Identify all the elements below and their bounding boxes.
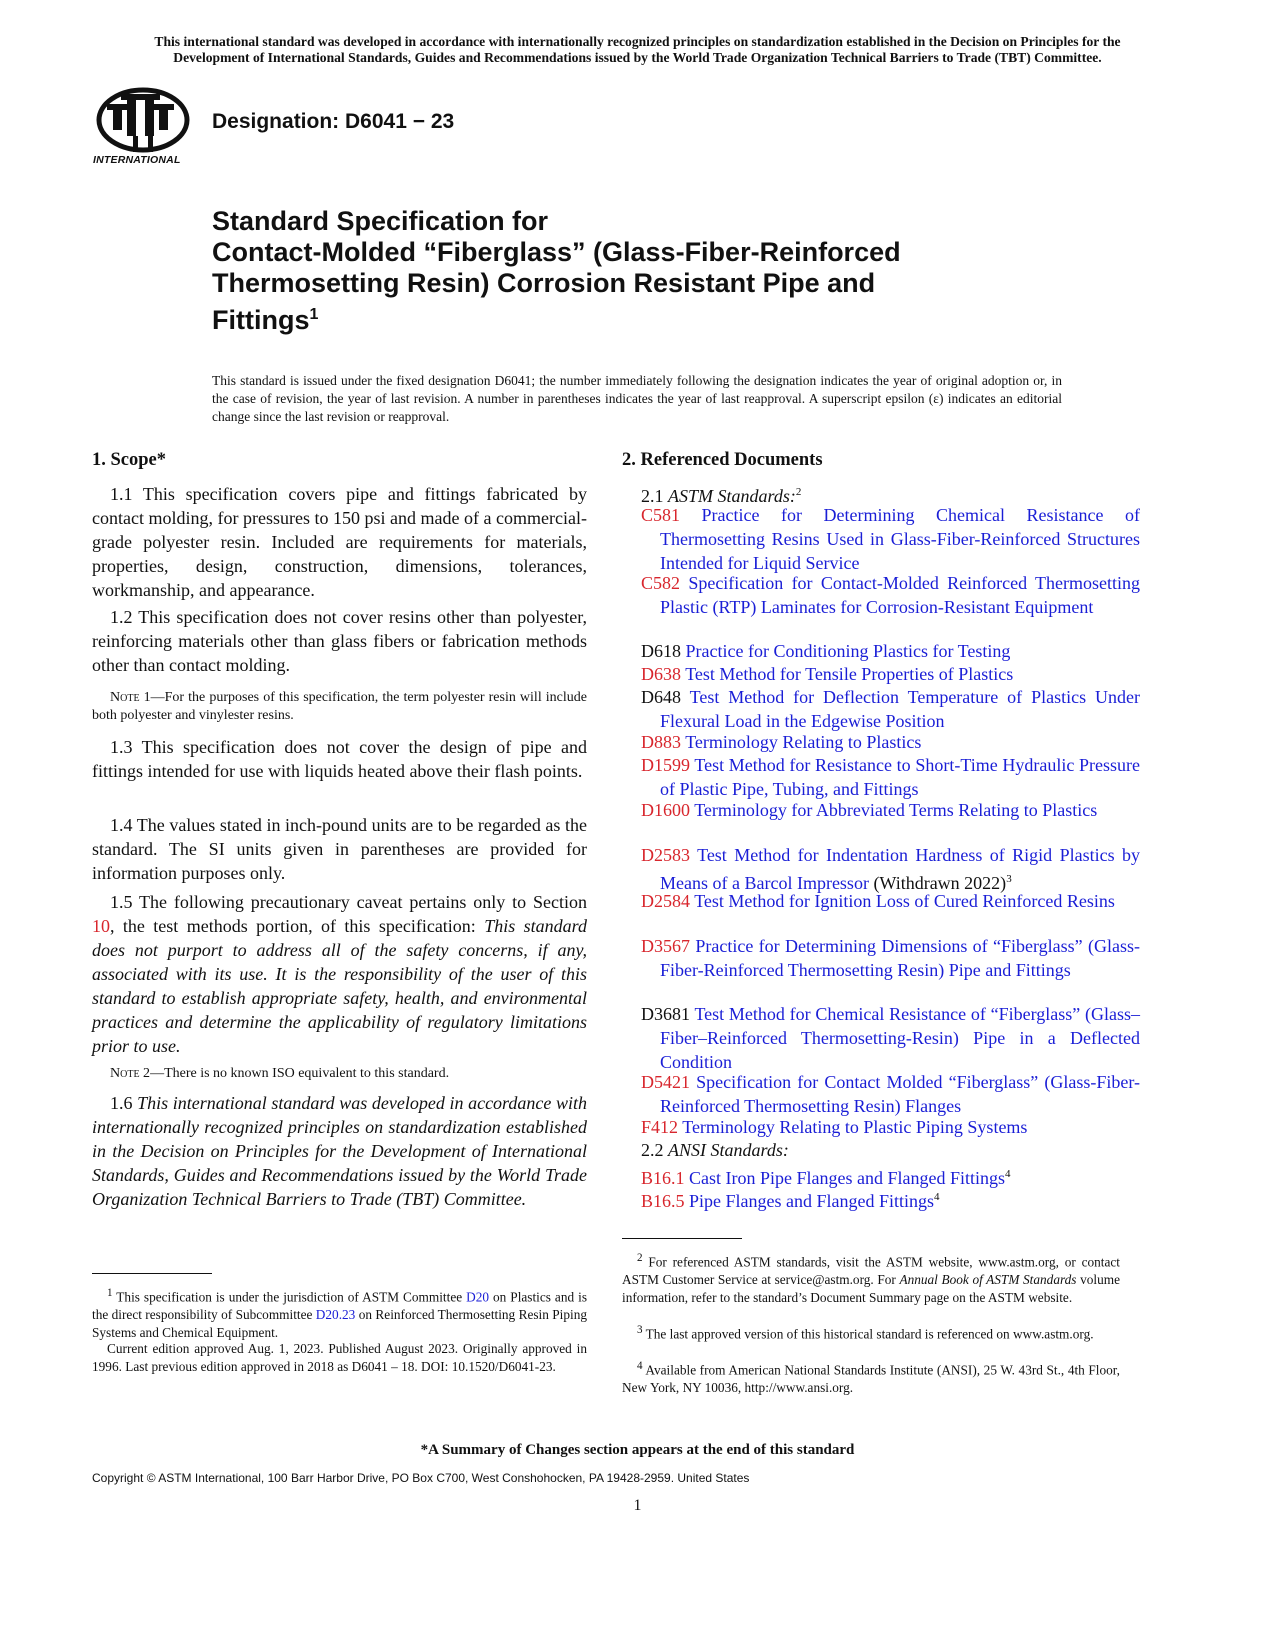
document-title xyxy=(212,206,1112,336)
reference-d2584[interactable] xyxy=(641,889,1140,913)
copyright: Copyright © ASTM International, 100 Barr Harbor Drive, PO Box C700, West Conshohocken, PA 19428-2959. United States xyxy=(92,1471,750,1485)
title-line-3: Thermosetting Resin) Corrosion Resistant Pipe and xyxy=(212,268,876,298)
reference-d883[interactable] xyxy=(641,730,1140,754)
ansi-standards-num: 2.2 xyxy=(641,1140,668,1160)
title-footnote-mark: 1 xyxy=(309,306,319,323)
paragraph-1-6 xyxy=(92,1091,587,1211)
astm-logo xyxy=(93,86,193,174)
footnote-2-italic: Annual Book of ASTM Standards xyxy=(899,1272,1077,1288)
reference-b16-5[interactable] xyxy=(641,1185,1140,1213)
reference-title[interactable]: Terminology for Abbreviated Terms Relating to Plastics xyxy=(694,800,1098,820)
reference-title[interactable]: Specification for Contact-Molded Reinforced Thermosetting Plastic (RTP) Laminates for Corrosion-Resistant Equipment xyxy=(660,573,1141,617)
reference-d5421[interactable] xyxy=(641,1070,1140,1118)
issue-note: This standard is issued under the fixed designation D6041; the number immediately following the designation indicates the year of original adoption or, in the case of revision, the year of last revision. A number in parentheses indicates the year of last reapproval. A superscript epsilon (ε) indicates an editorial change since the last revision or reapproval. xyxy=(212,373,1062,424)
footnote-1-text-c: on Reinforced Thermosetting Resin Piping Systems and Chemical Equipment. xyxy=(92,1307,588,1341)
reference-title[interactable]: Terminology Relating to Plastic Piping Systems xyxy=(682,1117,1028,1137)
title-line-1: Standard Specification for xyxy=(212,206,549,236)
reference-title[interactable]: Specification for Contact Molded “Fiberglass” (Glass-Fiber-Reinforced Thermosetting Resin) Flanges xyxy=(660,1072,1141,1116)
reference-code[interactable]: D3567 xyxy=(641,936,690,956)
reference-f412[interactable] xyxy=(641,1115,1140,1139)
footnote-2-text-a: For referenced ASTM standards, visit the ASTM website, www.astm.org, or contact ASTM Customer Service at service@astm.org. For xyxy=(622,1254,1120,1288)
note-1-text: —For the purposes of this specification, the term polyester resin will include both polyester and vinylester resins. xyxy=(92,690,588,723)
reference-d1599[interactable] xyxy=(641,753,1140,801)
reference-title[interactable]: Practice for Conditioning Plastics for Testing xyxy=(685,641,1011,661)
paragraph-1-6-num: 1.6 xyxy=(110,1093,138,1113)
astm-standards-num: 2.1 xyxy=(641,486,668,506)
astm-standards-fn: 2 xyxy=(795,486,802,498)
reference-title[interactable]: Test Method for Resistance to Short-Time Hydraulic Pressure of Plastic Pipe, Tubing, and Fittings xyxy=(660,755,1140,799)
reference-code[interactable]: C581 xyxy=(641,505,681,525)
notice-line-2: Development of International Standards, Guides and Recommendations issued by the World Trade Organization Technical Barriers to Trade (TBT) Committee. xyxy=(173,50,1102,65)
paragraph-1-1: 1.1 This specification covers pipe and fittings fabricated by contact molding, for pressures to 150 psi and made of a commercial-grade polyester resin. Included are requirements for materials, properties, design, construction, dimensions, tolerances, workmanship, and appearance. xyxy=(92,484,587,600)
reference-code: D3681 xyxy=(641,1004,690,1024)
reference-title[interactable]: Practice for Determining Dimensions of “Fiberglass” (Glass-Fiber-Reinforced Thermosetting Resin) Pipe and Fittings xyxy=(660,936,1141,980)
reference-code[interactable]: D883 xyxy=(641,732,681,752)
note-2-text: —There is no known ISO equivalent to this standard. xyxy=(150,1066,450,1081)
reference-d3567[interactable] xyxy=(641,934,1140,982)
reference-fn: 4 xyxy=(1005,1168,1011,1180)
footnote-1-text-b: on Plastics and is the direct responsibility of Subcommittee xyxy=(92,1289,587,1323)
reference-code[interactable]: B16.1 xyxy=(641,1168,685,1188)
reference-d638[interactable] xyxy=(641,662,1140,686)
reference-title[interactable]: Cast Iron Pipe Flanges and Flanged Fittings xyxy=(689,1168,1005,1188)
footnote-3 xyxy=(622,1321,1120,1343)
title-line-2: Contact-Molded “Fiberglass” (Glass-Fiber-Reinforced xyxy=(212,237,901,267)
reference-code[interactable]: D2584 xyxy=(641,891,690,911)
footnote-2-mark: 2 xyxy=(637,1252,643,1264)
note-1-label: Note 1 xyxy=(110,690,151,705)
reference-c582[interactable] xyxy=(641,571,1140,619)
designation: Designation: D6041 − 23 xyxy=(212,110,455,133)
footnote-2-text-b: volume information, refer to the standard’s Document Summary page on the ASTM website. xyxy=(622,1272,1120,1306)
committee-d20-link[interactable]: D20 xyxy=(466,1289,490,1305)
paragraph-1-5 xyxy=(92,890,587,1058)
reference-fn: 3 xyxy=(1006,873,1012,885)
reference-title[interactable]: Test Method for Chemical Resistance of “Fiberglass” (Glass–Fiber–Reinforced Thermosetting-Resin) Pipe in a Deflected Condition xyxy=(660,1004,1140,1072)
footnote-3-text: The last approved version of this historical standard is referenced on www.astm.org. xyxy=(642,1326,1094,1342)
footnote-1-mark: 1 xyxy=(107,1287,113,1299)
reference-code: D618 xyxy=(641,641,681,661)
subcommittee-d20-23-link[interactable]: D20.23 xyxy=(315,1307,356,1323)
reference-d2583[interactable] xyxy=(641,843,1140,895)
footnote-2 xyxy=(622,1249,1120,1307)
reference-title[interactable]: Test Method for Ignition Loss of Cured Reinforced Resins xyxy=(694,891,1115,911)
reference-code[interactable]: F412 xyxy=(641,1117,679,1137)
footnote-1 xyxy=(92,1284,587,1342)
footnote-4-text: Available from American National Standards Institute (ANSI), 25 W. 43rd St., 4th Floor, New York, NY 10036, http://www.ansi.org. xyxy=(622,1362,1120,1396)
footnote-1-edition: Current edition approved Aug. 1, 2023. Published August 2023. Originally approved in 1996. Last previous edition approved in 2018 as D6041 – 18. DOI: 10.1520/D6041-23. xyxy=(92,1341,587,1374)
scope-heading: 1. Scope* xyxy=(92,450,166,470)
note-2-label: Note 2 xyxy=(110,1066,151,1081)
reference-title[interactable]: Terminology Relating to Plastics xyxy=(685,732,922,752)
reference-code[interactable]: D638 xyxy=(641,664,681,684)
summary-of-changes-note: *A Summary of Changes section appears at the end of this standard xyxy=(420,1442,855,1458)
reference-code[interactable]: C582 xyxy=(641,573,681,593)
footnote-4-mark: 4 xyxy=(637,1360,643,1372)
reference-d648[interactable] xyxy=(641,685,1140,733)
ansi-standards-text: ANSI Standards: xyxy=(668,1140,789,1160)
footnote-rule-right xyxy=(622,1238,742,1239)
withdrawn-note: (Withdrawn 2022) xyxy=(868,873,1007,893)
paragraph-1-5-text-a: 1.5 The following precautionary caveat pertains only to Section xyxy=(110,892,587,912)
reference-d1600[interactable] xyxy=(641,798,1140,822)
notice-line-1: This international standard was developed in accordance with internationally recognized principles on standardization established in the Decision on Principles for the xyxy=(154,34,1121,49)
top-notice xyxy=(60,34,1215,66)
footnote-4 xyxy=(622,1357,1120,1397)
paragraph-1-4: 1.4 The values stated in inch-pound units are to be regarded as the standard. The SI units given in parentheses are provided for information purposes only. xyxy=(92,815,587,883)
reference-title[interactable]: Test Method for Deflection Temperature of Plastics Under Flexural Load in the Edgewise Position xyxy=(660,687,1140,731)
reference-code: D648 xyxy=(641,687,681,707)
reference-d3681[interactable] xyxy=(641,1002,1140,1074)
note-1 xyxy=(92,689,587,725)
reference-code[interactable]: D1600 xyxy=(641,800,690,820)
reference-title[interactable]: Practice for Determining Chemical Resistance of Thermosetting Resins Used in Glass-Fiber-Reinforced Structures Intended for Liquid Service xyxy=(660,505,1141,573)
paragraph-1-5-text-b: , the test methods portion, of this specification: xyxy=(110,916,485,936)
ansi-standards-label xyxy=(641,1138,789,1162)
page-number: 1 xyxy=(633,1497,642,1514)
section-10-link[interactable]: 10 xyxy=(92,916,110,936)
reference-d618[interactable] xyxy=(641,639,1140,663)
note-2 xyxy=(92,1065,587,1083)
reference-code[interactable]: D1599 xyxy=(641,755,690,775)
footnote-rule-left xyxy=(92,1273,212,1274)
reference-code[interactable]: D2583 xyxy=(641,845,690,865)
paragraph-1-2: 1.2 This specification does not cover resins other than polyester, reinforcing materials other than glass fibers or fabrication methods other than contact molding. xyxy=(92,607,587,675)
astm-standards-text: ASTM Standards: xyxy=(668,486,796,506)
footnote-3-mark: 3 xyxy=(637,1324,643,1336)
safety-caveat: This standard does not purport to address all of the safety concerns, if any, associated with its use. It is the responsibility of the user of this standard to establish appropriate safety, health, and environmental practices and determine the applicability of regulatory limitations prior to use. xyxy=(92,916,587,1056)
reference-code[interactable]: D5421 xyxy=(641,1072,690,1092)
reference-fn: 4 xyxy=(934,1191,940,1203)
paragraph-1-6-text: This international standard was developed in accordance with internationally recognized principles on standardization established in the Decision on Principles for the Development of International Standards, Guides and Recommendations issued by the World Trade Organization Technical Barriers to Trade (TBT) Committee. xyxy=(92,1093,587,1209)
reference-title[interactable]: Test Method for Indentation Hardness of Rigid Plastics by Means of a Barcol Impressor xyxy=(660,845,1140,893)
title-line-4: Fittings xyxy=(212,305,310,335)
paragraph-1-3: 1.3 This specification does not cover the design of pipe and fittings intended for use with liquids heated above their flash points. xyxy=(92,737,587,781)
reference-title[interactable]: Test Method for Tensile Properties of Plastics xyxy=(685,664,1014,684)
references-heading: 2. Referenced Documents xyxy=(622,450,823,470)
footnote-1-text-a: This specification is under the jurisdiction of ASTM Committee xyxy=(112,1289,467,1305)
reference-code[interactable]: B16.5 xyxy=(641,1191,685,1211)
logo-text: INTERNATIONAL xyxy=(93,154,181,166)
reference-c581[interactable] xyxy=(641,503,1140,575)
reference-title[interactable]: Pipe Flanges and Flanged Fittings xyxy=(689,1191,935,1211)
